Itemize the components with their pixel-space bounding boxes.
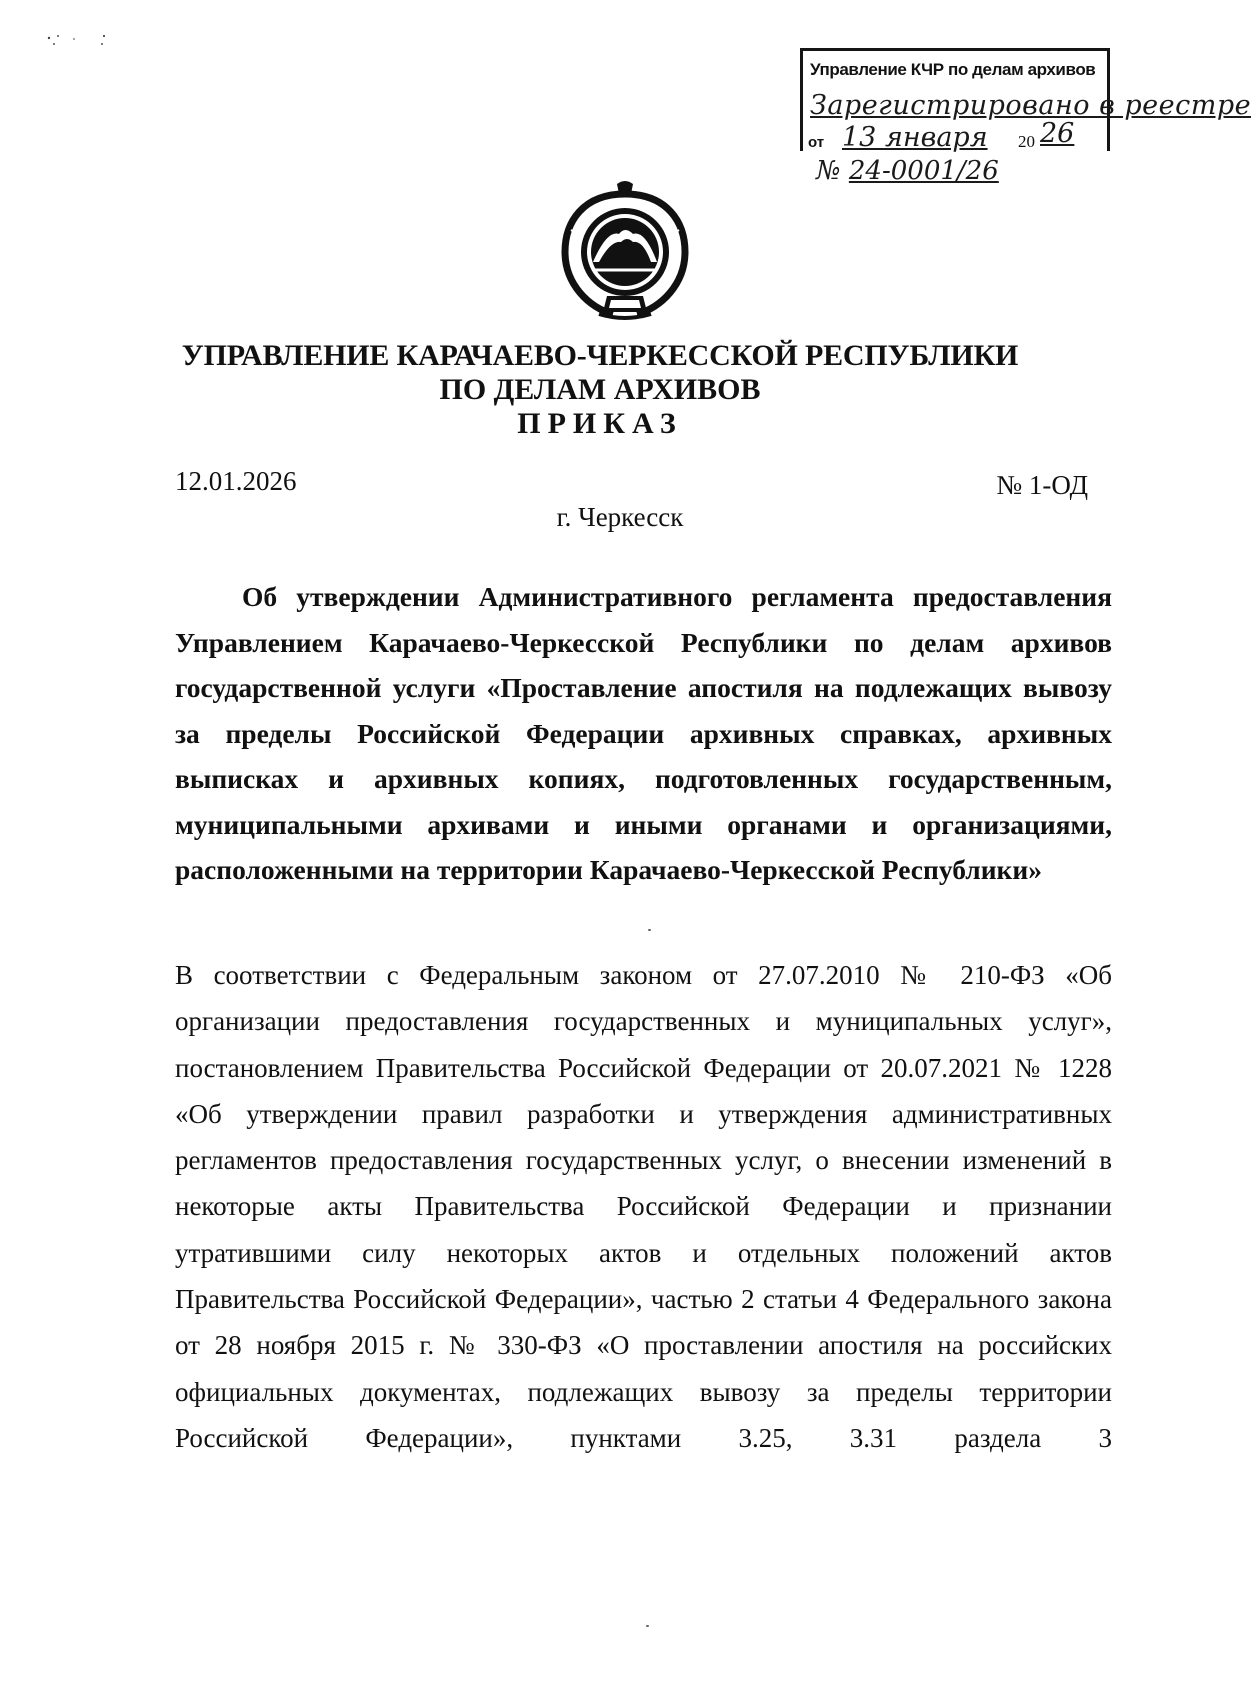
stamp-registered-handwriting: Зарегистрировано в реестре (810, 90, 1251, 121)
stamp-year-handwriting: 26 (1040, 118, 1075, 149)
coat-of-arms-icon (555, 180, 695, 325)
scan-specks (44, 30, 124, 60)
document-type: ПРИКАЗ (517, 407, 683, 440)
stamp-from-label: от (808, 134, 825, 151)
org-name-line2: ПО ДЕЛАМ АРХИВОВ (439, 373, 761, 406)
stamp-date-handwriting: 13 января (842, 122, 988, 153)
stamp-number-label: № (816, 156, 841, 186)
stamp-title: Управление КЧР по делам архивов (810, 60, 1096, 79)
org-name-line1: УПРАВЛЕНИЕ КАРАЧАЕВО-ЧЕРКЕССКОЙ РЕСПУБЛИКИ (181, 339, 1019, 372)
stamp-number (816, 156, 999, 186)
order-subject: Об утверждении Административного регламента предоставления Управлением Карачаево-Черкесской Республики по делам архивов государственной услуги «Проставление апостиля на подлежащих вывозу за пределы Российской Федерации архивных справках, архивных выписках и архивных копиях, подготовленных государственным, муниципальными архивами и иными органами и организациями, расположенными на территории Карачаево-Черкесской Республики» (175, 581, 1112, 885)
stamp-number-handwriting: 24-0001/26 (848, 156, 999, 186)
order-city: г. Черкесск (556, 502, 684, 532)
scan-dot (648, 929, 651, 931)
stamp-year-prefix: 20 (1018, 132, 1035, 151)
registration-stamp (800, 48, 1251, 196)
order-body: В соответствии с Федеральным законом от 27.07.2010 № 210-ФЗ «Об организации предоставления государственных и муниципальных услуг», постановлением Правительства Российской Федерации от 20.07.2021 № 1228 «Об утверждении правил разработки и утверждения административных регламентов предоставления государственных услуг, о внесении изменений в некоторые акты Правительства Российской Федерации и признании утратившими силу некоторых актов и отдельных положений актов Правительства Российской Федерации», частью 2 статьи 4 Федерального закона от 28 ноября 2015 г. № 330-ФЗ «О проставлении апостиля на российских официальных документах, подлежащих вывозу за пределы территории Российской Федерации», пунктами 3.25, 3.31 раздела 3 (175, 960, 1112, 1453)
order-number: № 1-ОД (996, 470, 1088, 500)
order-date: 12.01.2026 (175, 466, 297, 496)
scan-dot (646, 1625, 649, 1627)
